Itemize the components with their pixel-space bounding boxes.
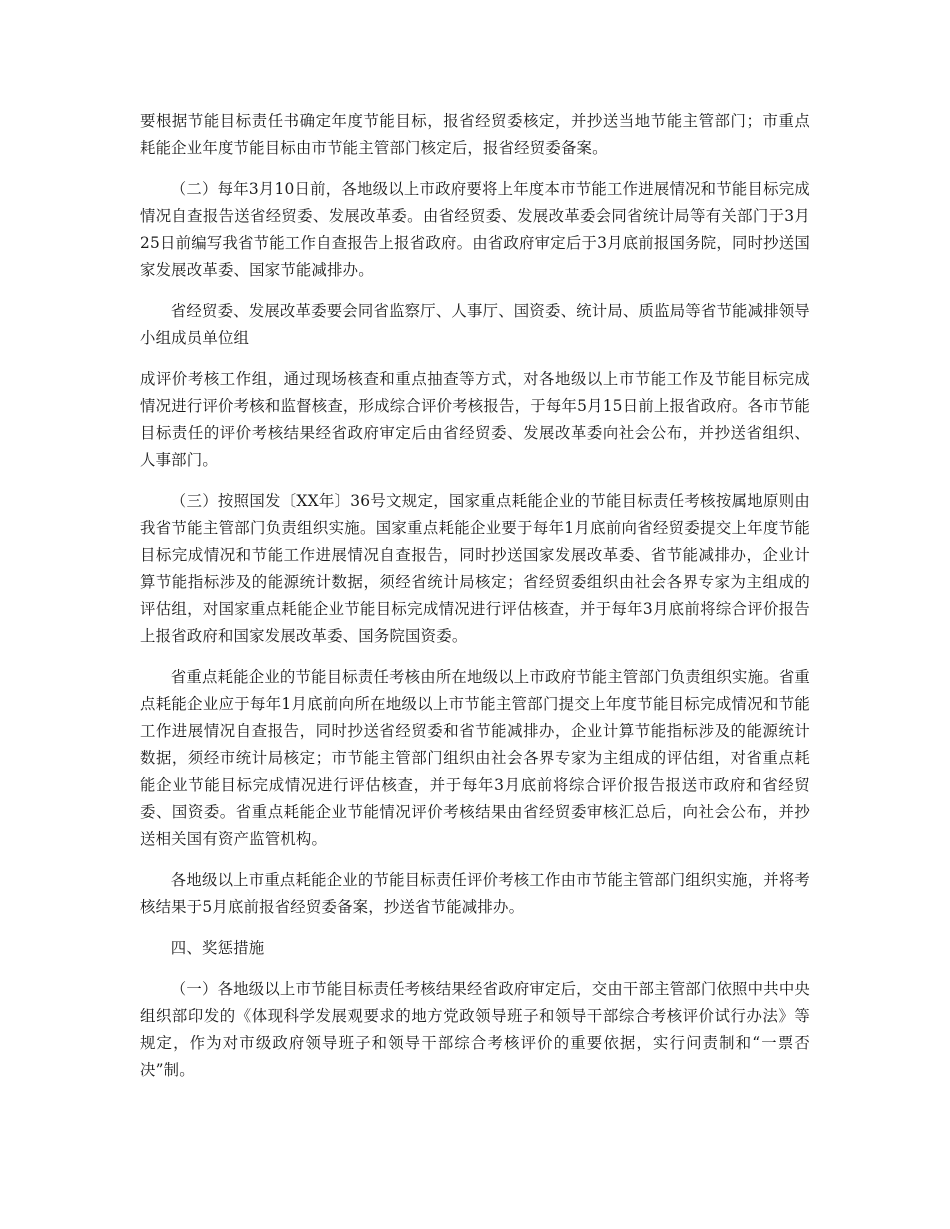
paragraph-city-enterprises: 各地级以上市重点耗能企业的节能目标责任评价考核工作由市节能主管部门组织实施，并将考核结果于5月底前报省经贸委备案，抄送省节能减排办。 — [140, 871, 811, 916]
paragraph-continuation: 要根据节能目标责任书确定年度节能目标，报省经贸委核定，并抄送当地节能主管部门；市重点耗能企业年度节能目标由市节能主管部门核定后，报省经贸委备案。 — [140, 112, 810, 157]
paragraph-item-3: （三）按照国发〔XX年〕36号文规定，国家重点耗能企业的节能目标责任考核按属地原则由我省节能主管部门负责组织实施。国家重点耗能企业要于每年1月底前向省经贸委提交上年度节能目标完成情况和节能工作进展情况自查报告，同时抄送国家发展改革委、省节能减排办，企业计算节能指标涉及的能源统计数据，须经省统计局核定；省经贸委组织由社会各界专家为主组成的评估组，对国家重点耗能企业节能目标完成情况进行评估核查，并于每年3月底前将综合评价报告上报省政府和国家发展改革委、国务院国资委。 — [140, 492, 810, 645]
document-body — [140, 108, 810, 1098]
paragraph-item-2: （二）每年3月10日前，各地级以上市政府要将上年度本市节能工作进展情况和节能目标完成情况自查报告送省经贸委、发展改革委。由省经贸委、发展改革委会同省统计局等有关部门于3月25日前编写我省节能工作自查报告上报省政府。由省政府审定后于3月底前报国务院，同时抄送国家发展改革委、国家节能减排办。 — [140, 180, 810, 279]
paragraph-evaluation-group-cont: 成评价考核工作组，通过现场核查和重点抽查等方式，对各地级以上市节能工作及节能目标完成情况进行评价考核和监督核查，形成综合评价考核报告，于每年5月15日前上报省政府。各市节能目标责任的评价考核结果经省政府审定后由省经贸委、发展改革委向社会公布，并抄送省组织、人事部门。 — [140, 370, 810, 469]
paragraph-provincial-enterprises: 省重点耗能企业的节能目标责任考核由所在地级以上市政府节能主管部门负责组织实施。省重点耗能企业应于每年1月底前向所在地级以上市节能主管部门提交上年度节能目标完成情况和节能工作进展情况自查报告，同时抄送省经贸委和省节能减排办，企业计算节能指标涉及的能源统计数据，须经市统计局核定；市节能主管部门组织由社会各界专家为主组成的评估组，对省重点耗能企业节能目标完成情况进行评估核查，并于每年3月底前将综合评价报告报送市政府和省经贸委、国资委。省重点耗能企业节能情况评价考核结果由省经贸委审核汇总后，向社会公布，并抄送相关国有资产监管机构。 — [140, 668, 811, 848]
section-heading-rewards-penalties: 四、奖惩措施 — [170, 939, 265, 957]
paragraph-rewards-item-1: （一）各地级以上市节能目标责任考核结果经省政府审定后，交由干部主管部门依照中共中央组织部印发的《体现科学发展观要求的地方党政领导班子和领导干部综合考核评价试行办法》等规定，作为对市级政府领导班子和领导干部综合考核评价的重要依据，实行问责制和“一票否决”制。 — [140, 980, 811, 1079]
paragraph-evaluation-group-start: 省经贸委、发展改革委要会同省监察厅、人事厅、国资委、统计局、质监局等省节能减排领导小组成员单位组 — [140, 302, 811, 347]
